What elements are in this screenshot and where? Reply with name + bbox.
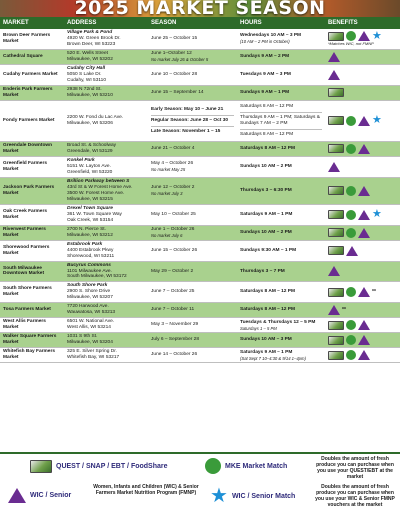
address-line: Milwaukee, WI 53210 bbox=[67, 92, 113, 98]
market-address bbox=[64, 282, 148, 303]
wic-triangle-icon bbox=[358, 186, 370, 196]
hours-text: Thursdays 3 – 7 PM bbox=[240, 268, 285, 274]
address-line: Village Park & Pond bbox=[67, 30, 113, 35]
market-name: Fondy Farmers Market bbox=[0, 100, 64, 141]
market-row bbox=[0, 318, 400, 333]
address-line: 5151 W. Layton Ave. bbox=[67, 163, 111, 169]
market-name: Greendale Downtown Market bbox=[0, 141, 64, 156]
market-address bbox=[64, 49, 148, 64]
address-line: 3500 W. Forest Home Ave. bbox=[67, 190, 125, 196]
address-line: West Allis, WI 53214 bbox=[67, 325, 111, 331]
market-hours bbox=[237, 85, 325, 100]
market-hours bbox=[237, 318, 325, 333]
season-dates: June 21 – October 4 bbox=[151, 145, 195, 151]
wic-triangle-icon bbox=[328, 52, 340, 62]
wic-triangle-icon bbox=[346, 246, 358, 256]
mke-circle-icon bbox=[346, 116, 356, 126]
hours-text: Wednesdays 10 AM – 3 PM bbox=[240, 33, 302, 39]
season-dates: June 12 – October 2 bbox=[151, 185, 195, 191]
season-dates: June 25 – October 15 bbox=[151, 35, 198, 41]
benefit-icons bbox=[328, 266, 397, 276]
market-address bbox=[64, 333, 148, 348]
market-hours bbox=[237, 303, 325, 318]
benefit-footnote-mark: ** bbox=[342, 307, 346, 314]
benefit-icons bbox=[328, 305, 397, 315]
market-address bbox=[64, 177, 148, 204]
market-name: South Shore Farmers Market bbox=[0, 282, 64, 303]
benefit-icons bbox=[328, 70, 397, 80]
market-hours bbox=[237, 261, 325, 282]
market-row bbox=[0, 225, 400, 240]
market-hours bbox=[237, 64, 325, 85]
address-line: Milwaukee, WI 53206 bbox=[67, 120, 113, 126]
market-season bbox=[148, 100, 237, 141]
quest-card-icon bbox=[30, 460, 52, 473]
market-name: Greenfield Farmers Market bbox=[0, 156, 64, 177]
market-row bbox=[0, 100, 400, 141]
mke-circle-icon bbox=[346, 335, 356, 345]
market-season bbox=[148, 348, 237, 363]
market-row bbox=[0, 141, 400, 156]
quest-card-icon bbox=[328, 321, 344, 330]
address-line: Cudahy City Hall bbox=[67, 65, 106, 71]
wic-triangle-icon bbox=[358, 210, 370, 220]
hours-text: Saturdays 9 AM – 1 PM bbox=[240, 349, 293, 355]
market-hours bbox=[237, 225, 325, 240]
market-name: Shorewood Farmers Market bbox=[0, 240, 64, 261]
market-row bbox=[0, 49, 400, 64]
market-benefits bbox=[325, 85, 400, 100]
benefit-icons bbox=[328, 335, 397, 345]
market-hours bbox=[237, 49, 325, 64]
market-address bbox=[64, 141, 148, 156]
address-line: 2938 N 72nd St. bbox=[67, 86, 102, 92]
market-benefits bbox=[325, 156, 400, 177]
market-benefits bbox=[325, 348, 400, 363]
quest-card-icon bbox=[328, 336, 344, 345]
season-dates: June 7 – October 11 bbox=[151, 307, 195, 313]
season-dates: May 3 – November 29 bbox=[151, 322, 199, 328]
benefit-icons bbox=[328, 246, 397, 256]
hours-text: Saturdays 8 AM – 12 PM bbox=[240, 289, 296, 295]
wic-match-star-icon: ★ bbox=[210, 485, 228, 507]
season-dates: May 29 – October 2 bbox=[151, 268, 194, 274]
address-line: 2200 W. Fond du Lac Ave. bbox=[67, 114, 124, 120]
market-season bbox=[148, 29, 237, 49]
season-dates: May 10 – October 25 bbox=[151, 211, 196, 217]
market-hours bbox=[237, 240, 325, 261]
benefit-footnote-mark: ** bbox=[372, 289, 376, 296]
legend-wic-match bbox=[210, 485, 296, 507]
address-line: Milwaukee, WI 53212 bbox=[67, 232, 113, 238]
wic-triangle-icon bbox=[358, 31, 370, 41]
market-season bbox=[148, 303, 237, 318]
market-season bbox=[148, 85, 237, 100]
market-address bbox=[64, 240, 148, 261]
market-benefits bbox=[325, 100, 400, 141]
wic-triangle-icon bbox=[328, 70, 340, 80]
season-dates: June 15 – September 14 bbox=[151, 89, 204, 95]
market-address bbox=[64, 225, 148, 240]
market-season bbox=[148, 282, 237, 303]
address-line: 43rd St & W Forest Home Ave. bbox=[67, 184, 133, 190]
market-row bbox=[0, 348, 400, 363]
market-name: South Milwaukee Downtown Market bbox=[0, 261, 64, 282]
legend-mke bbox=[205, 458, 287, 474]
season-dates: June 14 – October 26 bbox=[151, 352, 198, 358]
market-address bbox=[64, 303, 148, 318]
legend-wic-senior bbox=[8, 488, 71, 503]
season-subrow: Late Season: November 1 – 15 bbox=[151, 126, 234, 137]
mke-circle-icon bbox=[205, 458, 221, 474]
legend-mke-label: MKE Market Match bbox=[225, 462, 288, 470]
market-row bbox=[0, 333, 400, 348]
market-hours bbox=[237, 177, 325, 204]
address-line: Greenfield, WI 53220 bbox=[67, 169, 113, 175]
address-line: Whitefish Bay, WI 53217 bbox=[67, 355, 120, 361]
hours-note: (10 AM – 2 PM in October) bbox=[240, 39, 290, 45]
market-benefits bbox=[325, 303, 400, 318]
market-season bbox=[148, 333, 237, 348]
market-benefits bbox=[325, 177, 400, 204]
market-address bbox=[64, 261, 148, 282]
season-dates: June 10 – October 28 bbox=[151, 71, 198, 77]
market-hours bbox=[237, 100, 325, 141]
hours-text: Sundays 10 AM – 2 PM bbox=[240, 229, 292, 235]
market-season bbox=[148, 225, 237, 240]
address-line: 4920 W. Green Brook Dr. bbox=[67, 35, 121, 41]
market-row bbox=[0, 204, 400, 225]
address-line: 6501 W. National Ave. bbox=[67, 319, 115, 325]
market-hours bbox=[237, 333, 325, 348]
column-header-row bbox=[0, 17, 400, 29]
hours-text: Tuesdays 9 AM – 3 PM bbox=[240, 71, 291, 77]
markets-table-body bbox=[0, 29, 400, 363]
wic-triangle-icon bbox=[358, 116, 370, 126]
benefit-icons bbox=[328, 210, 397, 220]
hours-text: Sundays 10 AM – 3 PM bbox=[240, 337, 292, 343]
address-line: Brown Deer, WI 53223 bbox=[67, 41, 116, 47]
market-row bbox=[0, 282, 400, 303]
market-address bbox=[64, 318, 148, 333]
address-line: Oak Creek, WI 53154 bbox=[67, 217, 114, 223]
market-row bbox=[0, 64, 400, 85]
market-name: Riverwest Farmers Market bbox=[0, 225, 64, 240]
hours-text: Saturdays 8 AM – 12 PM bbox=[240, 145, 296, 151]
market-row bbox=[0, 85, 400, 100]
market-name: Jackson Park Farmers Market bbox=[0, 177, 64, 204]
market-benefits bbox=[325, 141, 400, 156]
market-benefits bbox=[325, 204, 400, 225]
address-line: Drexel Town Square bbox=[67, 205, 113, 211]
benefit-icons bbox=[328, 116, 397, 126]
market-address bbox=[64, 204, 148, 225]
market-name: Cudahy Farmers Market bbox=[0, 64, 64, 85]
market-benefits bbox=[325, 261, 400, 282]
benefit-icons bbox=[328, 228, 397, 238]
market-season bbox=[148, 177, 237, 204]
benefit-icons bbox=[328, 287, 397, 297]
market-season bbox=[148, 318, 237, 333]
benefit-icons bbox=[328, 31, 397, 41]
address-line: 1031 S 9th St. bbox=[67, 334, 98, 340]
address-line: 5050 S Lake Dr. bbox=[67, 71, 102, 77]
column-header-hours: HOURS bbox=[240, 20, 262, 26]
address-line: 1101 Milwaukee Ave. bbox=[67, 268, 112, 274]
market-benefits bbox=[325, 333, 400, 348]
address-line: Shorewood, WI 53211 bbox=[67, 253, 115, 259]
legend bbox=[0, 452, 400, 516]
wic-triangle-icon bbox=[8, 488, 26, 503]
market-benefits bbox=[325, 29, 400, 49]
market-address bbox=[64, 64, 148, 85]
market-season bbox=[148, 204, 237, 225]
hours-subrow: Saturdays 8 AM – 12 PM bbox=[240, 129, 322, 140]
hours-note: Saturdays 1 – 5 PM bbox=[240, 325, 277, 331]
quest-card-icon bbox=[328, 144, 344, 153]
legend-wic-match-label: WIC / Senior Match bbox=[231, 492, 296, 500]
address-line: Greendale, WI 53129 bbox=[67, 148, 113, 154]
legend-quest-label: QUEST / SNAP / EBT / FoodShare bbox=[56, 463, 168, 470]
wic-triangle-icon bbox=[328, 266, 340, 276]
address-line: Estabrook Park bbox=[67, 241, 103, 247]
season-dates: June 15 – October 26 bbox=[151, 247, 198, 253]
title-banner bbox=[0, 0, 400, 17]
mke-circle-icon bbox=[346, 287, 356, 297]
wic-triangle-icon bbox=[358, 228, 370, 238]
column-header-address: ADDRESS bbox=[67, 20, 97, 26]
hours-text: Sundays 9 AM – 2 PM bbox=[240, 53, 290, 59]
address-line: 7720 Harwood Ave. bbox=[67, 304, 109, 310]
column-header-benefits: BENEFITS bbox=[328, 20, 358, 26]
column-header-market: MARKET bbox=[3, 20, 29, 26]
quest-card-icon bbox=[328, 32, 344, 41]
mke-circle-icon bbox=[346, 228, 356, 238]
benefit-icons bbox=[328, 144, 397, 154]
season-note: No market July 3 bbox=[151, 191, 183, 197]
season-subrow: Early Season: May 10 – June 21 bbox=[151, 106, 224, 112]
market-row bbox=[0, 303, 400, 318]
address-line: Cudahy, WI 53110 bbox=[67, 77, 107, 83]
market-hours bbox=[237, 141, 325, 156]
hours-text: Thursdays 3 – 6:30 PM bbox=[240, 187, 292, 193]
market-row bbox=[0, 177, 400, 204]
market-name: Oak Creek Farmers Market bbox=[0, 204, 64, 225]
market-name: Brown Deer Farmers Market bbox=[0, 29, 64, 49]
quest-card-icon bbox=[328, 186, 344, 195]
benefit-note: *Matches WIC, not FMNP bbox=[328, 41, 374, 47]
hours-subrow: Thursdays 9 AM – 1 PM; Saturdays & Sundays 7 AM – 2 PM bbox=[240, 112, 322, 129]
address-line: South Shore Park bbox=[67, 283, 108, 289]
address-line: 361 W. Town Square Way bbox=[67, 211, 122, 217]
wic-triangle-icon bbox=[358, 287, 370, 297]
address-line: Wauwatosa, WI 53213 bbox=[67, 310, 116, 316]
quest-card-icon bbox=[328, 246, 344, 255]
market-season bbox=[148, 141, 237, 156]
market-season bbox=[148, 64, 237, 85]
address-line: 2900 S. Shore Drive bbox=[67, 289, 111, 295]
market-hours bbox=[237, 282, 325, 303]
legend-mke-desc: Doubles the amount of fresh produce you can purchase when you use your QUEST/EBT at the market bbox=[316, 456, 394, 480]
address-line: South Milwaukee, WI 53172 bbox=[67, 274, 127, 280]
market-season bbox=[148, 261, 237, 282]
market-benefits bbox=[325, 318, 400, 333]
market-hours bbox=[237, 29, 325, 49]
market-benefits bbox=[325, 240, 400, 261]
quest-card-icon bbox=[328, 351, 344, 360]
benefit-icons bbox=[328, 350, 397, 360]
market-address bbox=[64, 100, 148, 141]
season-note: No market July 6 bbox=[151, 232, 183, 238]
wic-triangle-icon bbox=[358, 350, 370, 360]
legend-quest bbox=[30, 460, 168, 473]
address-line: 2700 N. Pierce St. bbox=[67, 226, 106, 232]
market-row bbox=[0, 240, 400, 261]
mke-circle-icon bbox=[346, 320, 356, 330]
season-subrow: Regular Season: June 28 – Oct 30 bbox=[151, 115, 234, 126]
market-benefits bbox=[325, 225, 400, 240]
hours-text: Saturdays 8 AM – 12 PM bbox=[240, 307, 296, 313]
address-line: Milwaukee, WI 53204 bbox=[67, 340, 113, 346]
season-dates: June 7 – October 25 bbox=[151, 289, 195, 295]
benefit-icons bbox=[328, 320, 397, 330]
season-dates: May 4 – October 26 bbox=[151, 161, 194, 167]
markets-table bbox=[0, 29, 400, 363]
wic-triangle-icon bbox=[358, 320, 370, 330]
market-benefits bbox=[325, 49, 400, 64]
season-note: No market May 25 bbox=[151, 167, 186, 173]
hours-note: (Sat Sept 7 10–4:30 & 9/14 1–4pm) bbox=[240, 355, 306, 361]
market-season bbox=[148, 49, 237, 64]
season-note: No market July 26 & October 5 bbox=[151, 57, 209, 63]
market-address bbox=[64, 29, 148, 49]
address-line: Konkel Park bbox=[67, 157, 95, 163]
market-address bbox=[64, 85, 148, 100]
column-header-season: SEASON bbox=[151, 20, 177, 26]
market-season bbox=[148, 240, 237, 261]
market-name: Walker Square Farmers Market bbox=[0, 333, 64, 348]
address-line: 325 E. Silver Spring Dr. bbox=[67, 349, 117, 355]
benefit-icons bbox=[328, 88, 397, 97]
market-hours bbox=[237, 156, 325, 177]
mke-circle-icon bbox=[346, 144, 356, 154]
mke-circle-icon bbox=[346, 186, 356, 196]
wic-triangle-icon bbox=[328, 305, 340, 315]
season-dates: June 1 – October 26 bbox=[151, 226, 195, 232]
address-line: Milwaukee, WI 53207 bbox=[67, 295, 113, 301]
market-name: West Allis Farmers Market bbox=[0, 318, 64, 333]
market-address bbox=[64, 348, 148, 363]
market-name: Cathedral Square bbox=[0, 49, 64, 64]
hours-text: Sundays 10 AM – 2 PM bbox=[240, 163, 292, 169]
benefit-icons bbox=[328, 186, 397, 196]
mke-circle-icon bbox=[346, 350, 356, 360]
hours-text: Saturdays 9 AM – 1 PM bbox=[240, 211, 293, 217]
market-hours bbox=[237, 204, 325, 225]
benefit-icons bbox=[328, 52, 397, 62]
wic-match-star-icon: ★ bbox=[372, 114, 382, 127]
market-row bbox=[0, 156, 400, 177]
hours-subrow: Saturdays 8 AM – 12 PM bbox=[240, 103, 294, 109]
address-line: Brillion Parkway between S bbox=[67, 178, 130, 184]
quest-card-icon bbox=[328, 288, 344, 297]
wic-match-star-icon: ★ bbox=[372, 29, 382, 42]
market-name: Tosa Farmers Market bbox=[0, 303, 64, 318]
wic-triangle-icon bbox=[358, 144, 370, 154]
hours-text: Sundays 9:30 AM – 1 PM bbox=[240, 247, 297, 253]
market-name: Enderis Park Farmers Market bbox=[0, 85, 64, 100]
market-row bbox=[0, 261, 400, 282]
legend-wic-senior-label: WIC / Senior bbox=[30, 492, 72, 499]
page-title: 2025 MARKET SEASON bbox=[74, 0, 326, 17]
wic-triangle-icon bbox=[328, 162, 340, 172]
market-row bbox=[0, 29, 400, 49]
quest-card-icon bbox=[328, 88, 344, 97]
quest-card-icon bbox=[328, 116, 344, 125]
address-line: Milwaukee, WI 53202 bbox=[67, 56, 113, 62]
quest-card-icon bbox=[328, 228, 344, 237]
hours-text: Sundays 9 AM – 1 PM bbox=[240, 89, 290, 95]
address-line: Milwaukee, WI 53215 bbox=[67, 196, 113, 202]
season-dates: July 6 – September 28 bbox=[151, 337, 199, 343]
address-line: 4400 Estabrook Pkwy bbox=[67, 247, 114, 253]
legend-wic-match-desc: Doubles the amount of fresh produce you can purchase when you use your WIC & Senior FMNP vouchers at the market bbox=[315, 484, 395, 508]
market-hours bbox=[237, 348, 325, 363]
season-dates: June 1–October 12 bbox=[151, 51, 192, 57]
wic-triangle-icon bbox=[358, 335, 370, 345]
mke-circle-icon bbox=[346, 31, 356, 41]
market-name: Whitefish Bay Farmers Market bbox=[0, 348, 64, 363]
market-address bbox=[64, 156, 148, 177]
quest-card-icon bbox=[328, 210, 344, 219]
address-line: Broad St. & Schoolway bbox=[67, 142, 117, 148]
legend-wic-senior-desc: Women, Infants and Children (WIC) & Senior Farmers Market Nutrition Program (FMNP) bbox=[93, 484, 199, 496]
market-benefits bbox=[325, 282, 400, 303]
address-line: 520 E. Wells Street bbox=[67, 50, 108, 56]
market-benefits bbox=[325, 64, 400, 85]
mke-circle-icon bbox=[346, 210, 356, 220]
hours-text: Tuesdays & Thursdays 12 – 5 PM bbox=[240, 319, 316, 325]
market-season bbox=[148, 156, 237, 177]
wic-match-star-icon: ★ bbox=[372, 208, 382, 221]
benefit-icons bbox=[328, 162, 397, 172]
address-line: Bucyrus Commons bbox=[67, 262, 111, 268]
